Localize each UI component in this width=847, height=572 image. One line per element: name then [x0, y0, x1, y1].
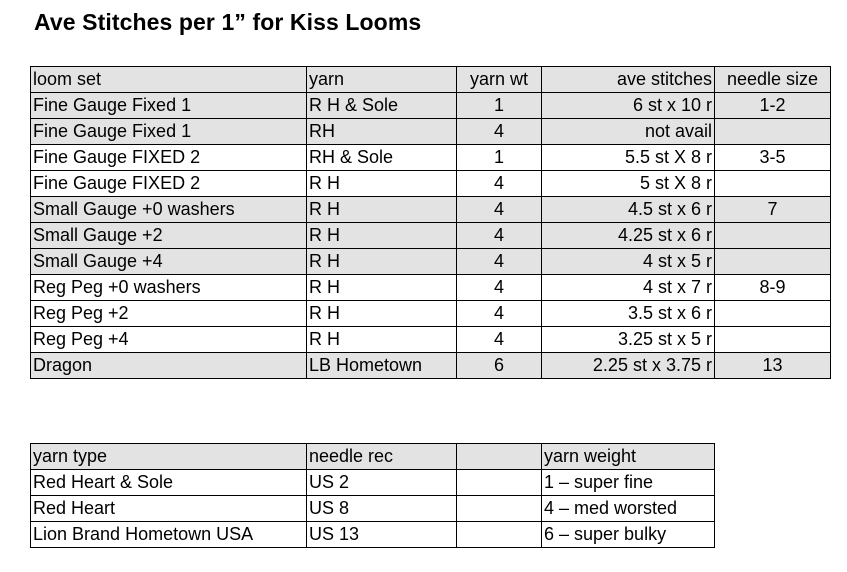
yarn-cell: RH & Sole	[307, 145, 457, 171]
needle-size-cell	[715, 119, 831, 145]
needle-rec-cell: US 8	[307, 496, 457, 522]
yarn-wt-cell: 4	[457, 223, 542, 249]
yarn-type-cell: Lion Brand Hometown USA	[31, 522, 307, 548]
yarn-wt-cell: 4	[457, 249, 542, 275]
needle-size-cell: 8-9	[715, 275, 831, 301]
yarn-cell: LB Hometown	[307, 353, 457, 379]
ave-stitches-cell: 5 st X 8 r	[542, 171, 715, 197]
table-row	[31, 496, 715, 522]
needle-size-cell: 13	[715, 353, 831, 379]
blank-cell	[457, 470, 542, 496]
yarn-wt-cell: 4	[457, 327, 542, 353]
yarn-weight-cell: 6 – super bulky	[542, 522, 715, 548]
yarn-cell: R H	[307, 249, 457, 275]
yarn-cell: R H & Sole	[307, 93, 457, 119]
yarn-cell: R H	[307, 197, 457, 223]
table-row	[31, 353, 831, 379]
needle-size-cell	[715, 223, 831, 249]
yarn-wt-cell: 4	[457, 197, 542, 223]
table-row	[31, 119, 831, 145]
header-loom-set: loom set	[31, 67, 307, 93]
loom-set-cell: Small Gauge +2	[31, 223, 307, 249]
needle-size-cell	[715, 249, 831, 275]
table-row	[31, 301, 831, 327]
loom-stitch-table	[30, 66, 831, 379]
yarn-wt-cell: 4	[457, 275, 542, 301]
header-needle-size: needle size	[715, 67, 831, 93]
loom-set-cell: Small Gauge +4	[31, 249, 307, 275]
header-yarn-wt: yarn wt	[457, 67, 542, 93]
table-row	[31, 171, 831, 197]
yarn-reference-table	[30, 443, 715, 548]
yarn-wt-cell: 1	[457, 93, 542, 119]
needle-size-cell: 1-2	[715, 93, 831, 119]
needle-size-cell	[715, 327, 831, 353]
ave-stitches-cell: 6 st x 10 r	[542, 93, 715, 119]
header-yarn-weight: yarn weight	[542, 444, 715, 470]
loom-set-cell: Small Gauge +0 washers	[31, 197, 307, 223]
loom-set-cell: Fine Gauge Fixed 1	[31, 93, 307, 119]
yarn-cell: R H	[307, 327, 457, 353]
table-row	[31, 470, 715, 496]
yarn-table-header-row	[31, 444, 715, 470]
yarn-wt-cell: 4	[457, 301, 542, 327]
yarn-cell: R H	[307, 171, 457, 197]
ave-stitches-cell: not avail	[542, 119, 715, 145]
table-row	[31, 327, 831, 353]
header-blank	[457, 444, 542, 470]
yarn-type-cell: Red Heart	[31, 496, 307, 522]
yarn-weight-cell: 1 – super fine	[542, 470, 715, 496]
blank-cell	[457, 496, 542, 522]
yarn-cell: R H	[307, 275, 457, 301]
header-yarn: yarn	[307, 67, 457, 93]
yarn-type-cell: Red Heart & Sole	[31, 470, 307, 496]
yarn-wt-cell: 1	[457, 145, 542, 171]
yarn-table-body	[31, 470, 715, 548]
needle-size-cell: 3-5	[715, 145, 831, 171]
ave-stitches-cell: 2.25 st x 3.75 r	[542, 353, 715, 379]
yarn-weight-cell: 4 – med worsted	[542, 496, 715, 522]
table-row	[31, 275, 831, 301]
loom-set-cell: Reg Peg +0 washers	[31, 275, 307, 301]
table-row	[31, 249, 831, 275]
loom-set-cell: Fine Gauge Fixed 1	[31, 119, 307, 145]
table-row	[31, 522, 715, 548]
loom-set-cell: Fine Gauge FIXED 2	[31, 145, 307, 171]
loom-set-cell: Fine Gauge FIXED 2	[31, 171, 307, 197]
needle-size-cell	[715, 301, 831, 327]
loom-set-cell: Reg Peg +4	[31, 327, 307, 353]
header-ave-stitches: ave stitches	[542, 67, 715, 93]
ave-stitches-cell: 4 st x 5 r	[542, 249, 715, 275]
page-title: Ave Stitches per 1” for Kiss Looms	[34, 9, 422, 35]
header-yarn-type: yarn type	[31, 444, 307, 470]
ave-stitches-cell: 4.25 st x 6 r	[542, 223, 715, 249]
yarn-cell: RH	[307, 119, 457, 145]
ave-stitches-cell: 5.5 st X 8 r	[542, 145, 715, 171]
yarn-wt-cell: 6	[457, 353, 542, 379]
needle-rec-cell: US 13	[307, 522, 457, 548]
ave-stitches-cell: 4 st x 7 r	[542, 275, 715, 301]
loom-set-cell: Reg Peg +2	[31, 301, 307, 327]
blank-cell	[457, 522, 542, 548]
ave-stitches-cell: 3.25 st x 5 r	[542, 327, 715, 353]
yarn-cell: R H	[307, 223, 457, 249]
yarn-cell: R H	[307, 301, 457, 327]
loom-table-header-row	[31, 67, 831, 93]
table-row	[31, 145, 831, 171]
yarn-wt-cell: 4	[457, 171, 542, 197]
needle-rec-cell: US 2	[307, 470, 457, 496]
table-row	[31, 197, 831, 223]
header-needle-rec: needle rec	[307, 444, 457, 470]
ave-stitches-cell: 4.5 st x 6 r	[542, 197, 715, 223]
needle-size-cell: 7	[715, 197, 831, 223]
yarn-wt-cell: 4	[457, 119, 542, 145]
ave-stitches-cell: 3.5 st x 6 r	[542, 301, 715, 327]
loom-set-cell: Dragon	[31, 353, 307, 379]
table-row	[31, 93, 831, 119]
needle-size-cell	[715, 171, 831, 197]
loom-table-body	[31, 93, 831, 379]
table-row	[31, 223, 831, 249]
